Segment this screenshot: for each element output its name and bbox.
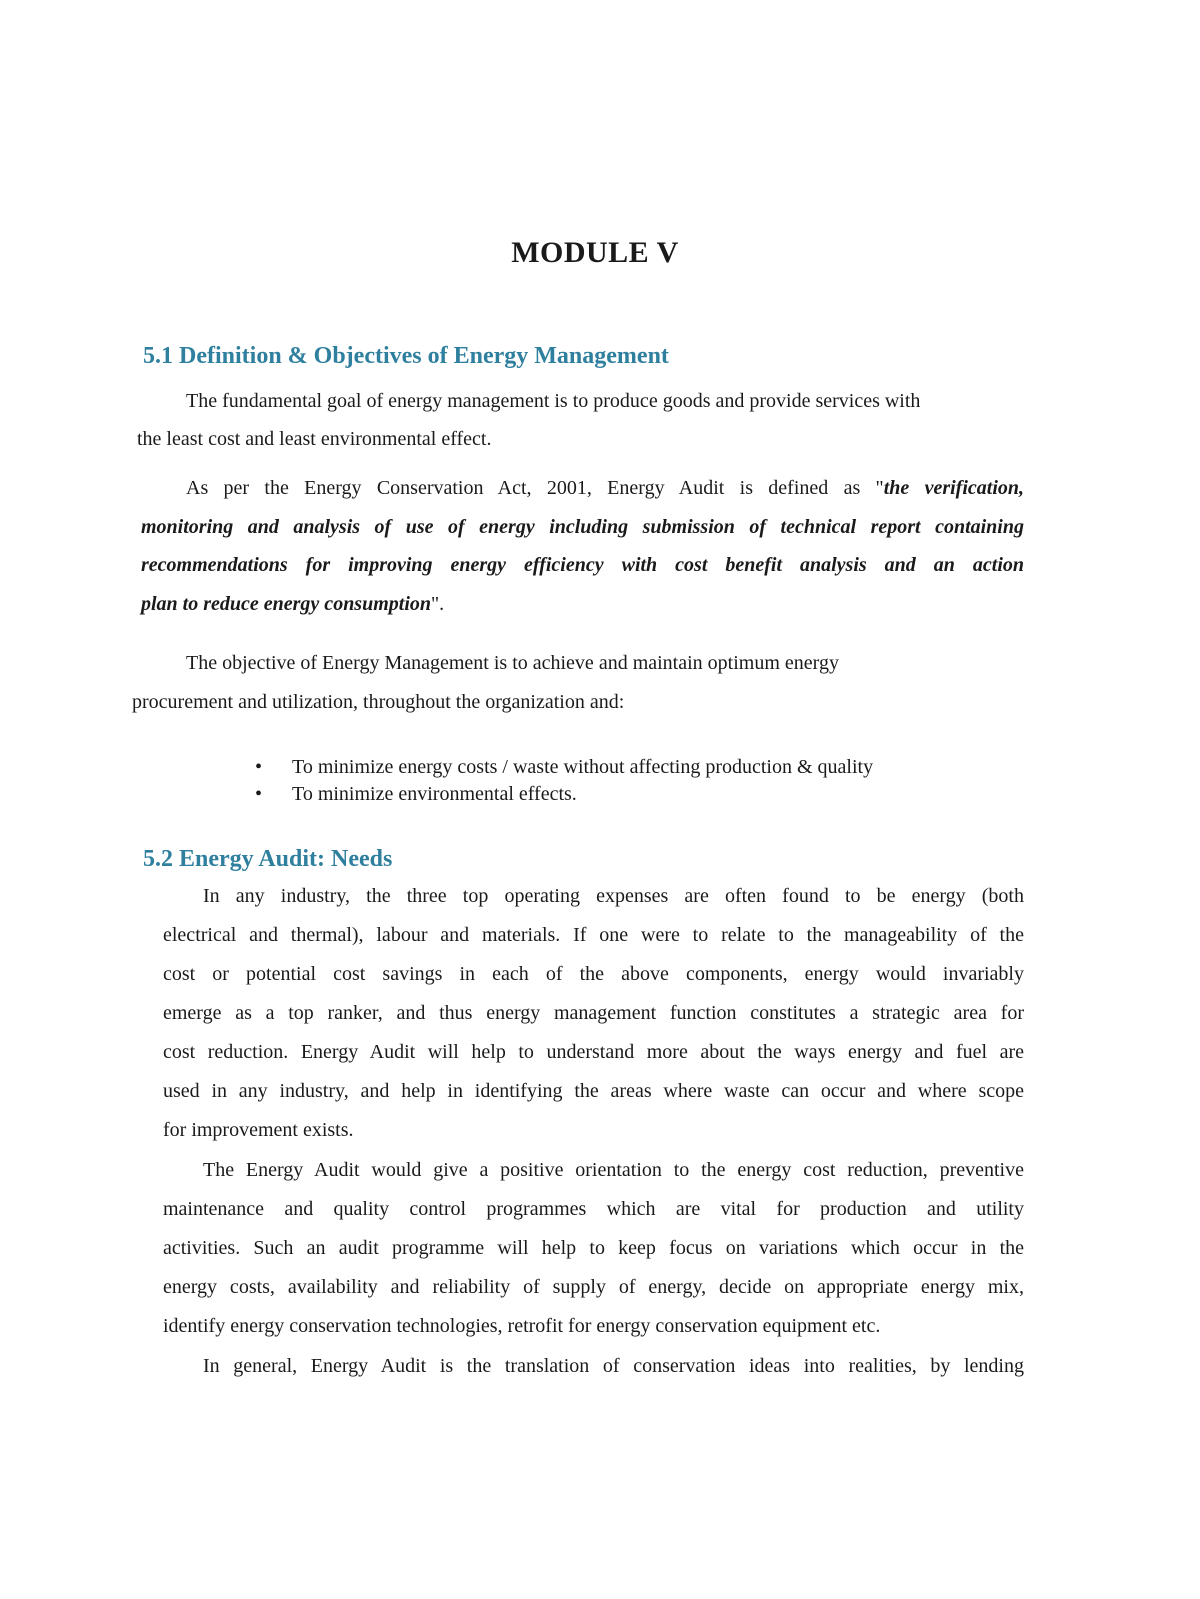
paragraph-line: the least cost and least environmental effect.	[137, 428, 492, 450]
paragraph-line: In any industry, the three top operating expenses are often found to be energy (both	[203, 885, 1024, 907]
bullet-text: To minimize energy costs / waste without affecting production & quality	[292, 756, 874, 778]
definition-suffix: ".	[431, 593, 445, 615]
definition-line: recommendations for improving energy efficiency with cost benefit analysis and an action	[141, 554, 1024, 576]
paragraph-line: The fundamental goal of energy management is to produce goods and provide services with	[186, 390, 921, 412]
definition-line	[186, 476, 1024, 500]
paragraph-line: In general, Energy Audit is the translation of conservation ideas into realities, by lending	[203, 1355, 1024, 1377]
bullet-icon: •	[255, 783, 263, 805]
paragraph-line: maintenance and quality control programmes which are vital for production and utility	[163, 1198, 1024, 1220]
paragraph-line: emerge as a top ranker, and thus energy management function constitutes a strategic area for	[163, 1002, 1024, 1024]
definition-line	[141, 592, 444, 616]
paragraph-line: cost or potential cost savings in each of the above components, energy would invariably	[163, 963, 1024, 985]
definition-quote-end: plan to reduce energy consumption	[141, 593, 432, 615]
paragraph-line: procurement and utilization, throughout the organization and:	[132, 691, 625, 713]
module-title: MODULE V	[511, 236, 679, 269]
paragraph-line: The Energy Audit would give a positive orientation to the energy cost reduction, preventive	[203, 1159, 1024, 1181]
paragraph-line: used in any industry, and help in identifying the areas where waste can occur and where scope	[163, 1080, 1024, 1102]
paragraph-line: cost reduction. Energy Audit will help to understand more about the ways energy and fuel are	[163, 1041, 1024, 1063]
paragraph-line: The objective of Energy Management is to achieve and maintain optimum energy	[186, 652, 839, 674]
bullet-icon: •	[255, 756, 263, 778]
bullet-text: To minimize environmental effects.	[292, 783, 577, 805]
definition-quote: the verification,	[883, 477, 1024, 499]
section-heading-5-1: 5.1 Definition & Objectives of Energy Management	[143, 343, 669, 369]
paragraph-line: for improvement exists.	[163, 1119, 354, 1141]
definition-line: monitoring and analysis of use of energy including submission of technical report containing	[141, 516, 1024, 538]
section-heading-5-2: 5.2 Energy Audit: Needs	[143, 846, 393, 872]
paragraph-line: energy costs, availability and reliability of supply of energy, decide on appropriate energy mix,	[163, 1276, 1024, 1298]
paragraph-line: electrical and thermal), labour and materials. If one were to relate to the manageability of the	[163, 924, 1024, 946]
definition-prefix: As per the Energy Conservation Act, 2001, Energy Audit is defined as "	[186, 477, 884, 499]
paragraph-line: activities. Such an audit programme will help to keep focus on variations which occur in the	[163, 1237, 1024, 1259]
paragraph-line: identify energy conservation technologies, retrofit for energy conservation equipment etc.	[163, 1315, 881, 1337]
